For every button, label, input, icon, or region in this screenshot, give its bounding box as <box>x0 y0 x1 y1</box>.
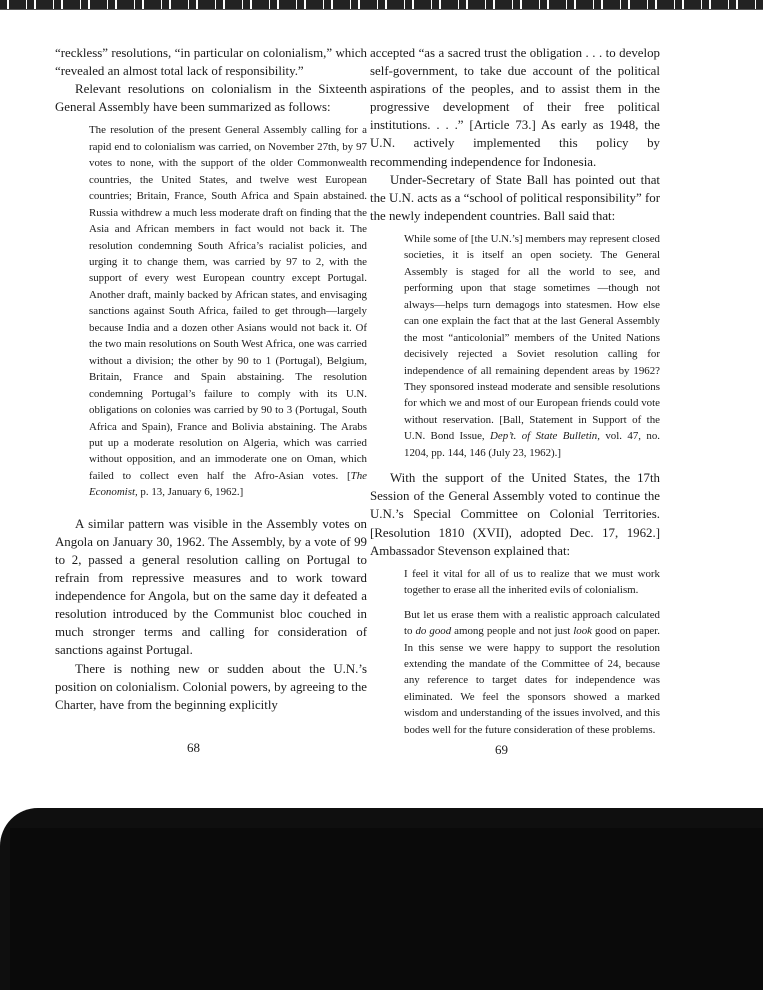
left-paragraph-2: Relevant resolutions on colonialism in the Sixteenth General Assembly have been summarized as follows: <box>55 82 367 115</box>
scan-top-line <box>0 9 763 10</box>
left-paragraph-4: There is nothing new or sudden about the U.N.’s position on colonialism. Colonial powers, by agreeing to the Charter, have from the beginning explicitly <box>55 661 367 712</box>
right-quote1-text: While some of [the U.N.’s] members may represent closed societies, it is itself an open society. The General Assembly is staged for all the world to see, and performing upon that stage sometimes —though not always—helps turn demagogs into statesmen. How else can one explain the fact that at the last General Assembly the most “anticolonial” members of the United Nations decisively rejected a Soviet resolution calling for independence of all remaining dependent areas by 1962? They sponsored instead moderate and sensible resolutions for which we and most of our European friends could vote without reservation. [Ball, Statement in Support of the U.N. Bond Issue, <box>404 232 660 443</box>
left-quote-text: The resolution of the present General Assembly calling for a rapid end to colonialism was carried, on November 27th, by 97 votes to none, with the support of the older Commonwealth countries, the United States, and twelve west European countries; Britain, France, South Africa and Spain abstained. Russia withdrew a much less moderate draft on finding that the Asia and African members in fact would not back it. The resolution condemning South Africa’s racialist policies, and urging it to change them, was carried by 97 to 2, with the support of every west European country except Portugal. Another draft, mainly backed by African states, and envisaging sanctions against South Africa, failed to get through—largely because India and a dozen other Asians would not back it. Of the two main resolutions on South West Africa, one was carried without a division; the other by 90 to 1 (Portugal), Belgium, Britain, France and Spain abstaining. The resolution condemning Portugal’s failure to comply with its U.N. obligations on colonies was carried by 90 to 3 (Portugal, South Africa and Spain), France and Bolivia abstaining. The Arabs put up a moderate resolution on Algeria, which was carried without opposition, and an immoderate one on Oman, which failed to collect even half the Afro-Asian votes. <box>89 124 367 482</box>
right-page-column <box>370 44 660 746</box>
right-quote2b-em1: do good <box>415 625 452 638</box>
scan-bottom-shadow-inner <box>10 828 763 990</box>
left-page-number: 68 <box>187 740 200 755</box>
right-quote2b-mid: among people and not just <box>451 625 574 638</box>
right-paragraph-1: accepted “as a sacred trust the obligation . . . to develop self-government, to take due account of the political aspirations of the peoples, and to assist them in the progressive development of their free political institutions. . . .” [Article 73.] As early as 1948, the U.N. actively implemented this policy by recommending independence for Indonesia. <box>370 46 660 169</box>
left-page-column <box>55 44 367 714</box>
left-paragraph-3: A similar pattern was visible in the Assembly votes on Angola on January 30, 1962. The Assembly, by a vote of 99 to 2, passed a general resolution calling on Portugal to refrain from repressive measures and to work toward independence for Angola, but on the same day it defeated a resolution introduced by the Communist bloc couched in much stronger terms and calling for consideration of sanctions against Portugal. <box>55 516 367 658</box>
right-quote2-para-b <box>404 607 660 739</box>
left-paragraph-1: “reckless” resolutions, “in particular on colonialism,” which “revealed an almost total lack of responsibility.” <box>55 46 367 79</box>
right-quote2b-pre: But let us erase them with a realistic approach calculated to <box>404 608 660 638</box>
right-quote1-cite-rest: vol. 47, no. 1204, pp. 144, 146 (July 23, 1962).] <box>404 430 660 459</box>
right-quote2b-post: good on paper. In this sense we were happy to support the resolution extending the mandate of the Committee of 24, because any reference to target dates for independence was eliminated. We feel the sponsors showed a marked wisdom and understanding of the issues involved, and this bodes well for the future consideration of these problems. <box>404 625 660 736</box>
right-paragraph-3: With the support of the United States, the 17th Session of the General Assembly voted to continue the U.N.’s Special Committee on Colonial Territories. [Resolution 1810 (XVII), adopted Dec. 17, 1962.] Ambassador Stevenson explained that: <box>370 471 660 558</box>
left-quote-cite-title: The Economist, <box>89 469 367 499</box>
left-block-quote <box>89 122 367 500</box>
right-block-quote-2 <box>404 566 660 739</box>
right-quote2-para-a: I feel it vital for all of us to realize that we must work together to erase all the inherited evils of colonialism. <box>404 567 660 597</box>
right-paragraph-2: Under-Secretary of State Ball has pointed out that the U.N. acts as a “school of political responsibility” for the newly independent countries. Ball said that: <box>370 172 660 223</box>
right-quote1-cite-title: Dep’t. of State Bulletin, <box>490 430 600 443</box>
left-quote-cite-rest: p. 13, January 6, 1962.] <box>137 486 244 499</box>
right-page-number: 69 <box>495 742 508 757</box>
right-block-quote-1 <box>404 231 660 461</box>
right-quote2b-em2: look <box>573 625 592 638</box>
scan-top-edge <box>0 0 763 9</box>
left-quote-cite-open: [ <box>338 469 351 482</box>
